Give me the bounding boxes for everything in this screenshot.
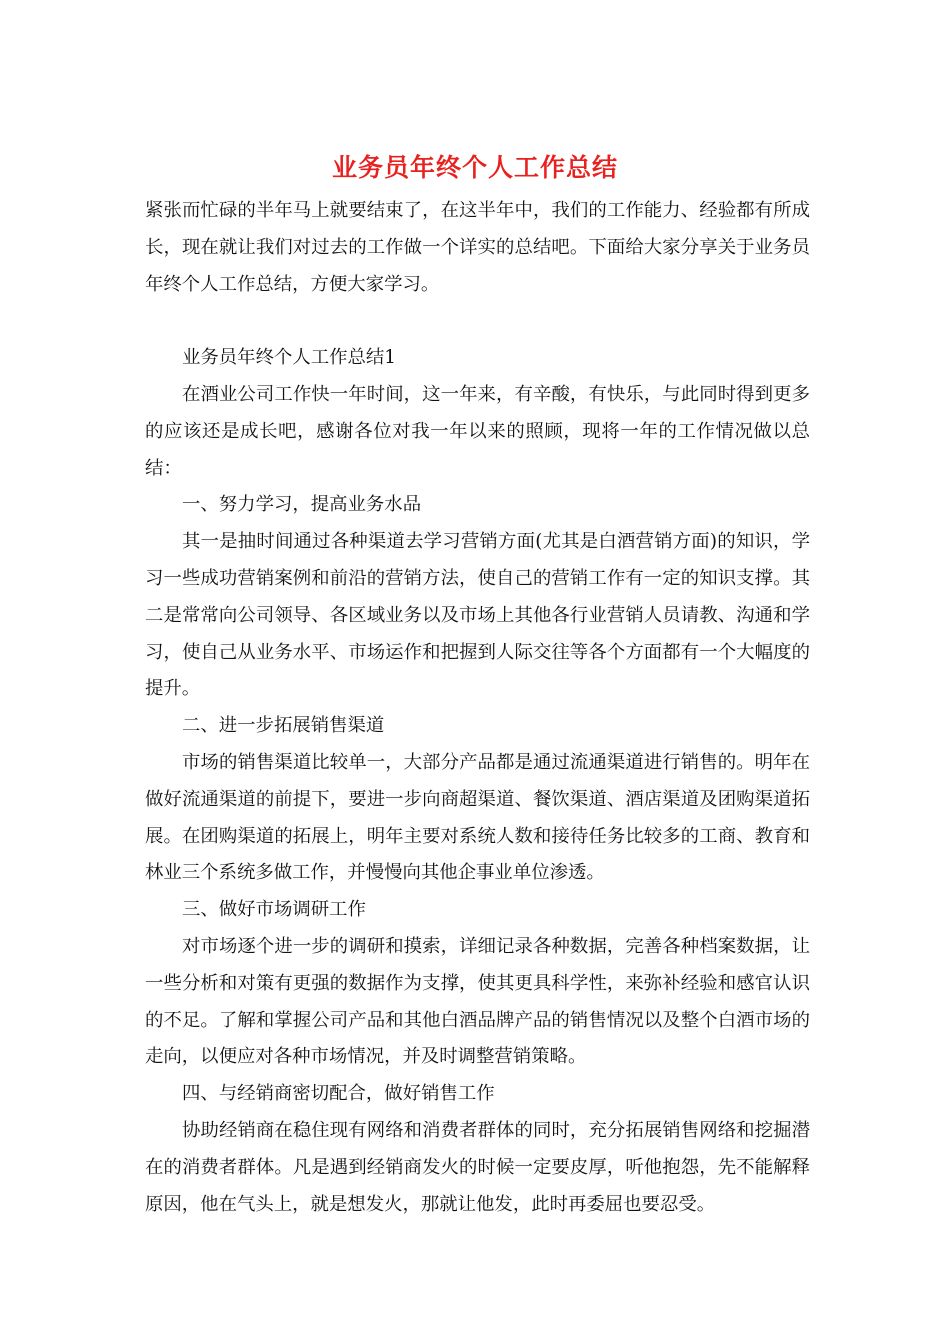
intro-block [145, 193, 810, 303]
subheading: 一、努力学习，提高业务水品 [182, 494, 422, 516]
subheading: 四、与经销商密切配合，做好销售工作 [182, 1083, 495, 1105]
body-paragraph: 协助经销商在稳住现有网络和消费者群体的同时，充分拓展销售网络和挖掘潜在的消费者群体。凡是遇到经销商发火的时候一定要皮厚，听他抱怨，先不能解释原因，他在气头上，就是想发火，那就让他发，此时再委屈也要忍受。 [145, 1119, 810, 1215]
section-title: 业务员年终个人工作总结1 [182, 347, 396, 369]
document-body [145, 193, 810, 1223]
body-paragraph: 在酒业公司工作快一年时间，这一年来，有辛酸，有快乐，与此同时得到更多的应该还是成长吧，感谢各位对我一年以来的照顾，现将一年的工作情况做以总结： [145, 383, 810, 479]
intro-paragraph: 紧张而忙碌的半年马上就要结束了，在这半年中，我们的工作能力、经验都有所成长，现在就让我们对过去的工作做一个详实的总结吧。下面给大家分享关于业务员年终个人工作总结，方便大家学习。 [145, 200, 810, 295]
document-title: 业务员年终个人工作总结 [331, 153, 618, 182]
subheading: 三、做好市场调研工作 [182, 899, 366, 921]
body-paragraph: 对市场逐个进一步的调研和摸索，详细记录各种数据，完善各种档案数据，让一些分析和对策有更强的数据作为支撑，使其更具科学性，来弥补经验和感官认识的不足。了解和掌握公司产品和其他白酒品牌产品的销售情况以及整个白酒市场的走向，以便应对各种市场情况，并及时调整营销策略。 [145, 935, 810, 1068]
subheading: 二、进一步拓展销售渠道 [182, 715, 385, 737]
blank-line [145, 303, 810, 340]
body-paragraph: 其一是抽时间通过各种渠道去学习营销方面(尤其是白酒营销方面)的知识，学习一些成功营销案例和前沿的营销方法，使自己的营销工作有一定的知识支撑。其二是常常向公司领导、各区域业务以及市场上其他各行业营销人员请教、沟通和学习，使自己从业务水平、市场运作和把握到人际交往等各个方面都有一个大幅度的提升。 [145, 531, 810, 700]
body-paragraph: 市场的销售渠道比较单一，大部分产品都是通过流通渠道进行销售的。明年在做好流通渠道的前提下，要进一步向商超渠道、餐饮渠道、酒店渠道及团购渠道拓展。在团购渠道的拓展上，明年主要对系统人数和接待任务比较多的工商、教育和林业三个系统多做工作，并慢慢向其他企事业单位渗透。 [145, 751, 810, 884]
